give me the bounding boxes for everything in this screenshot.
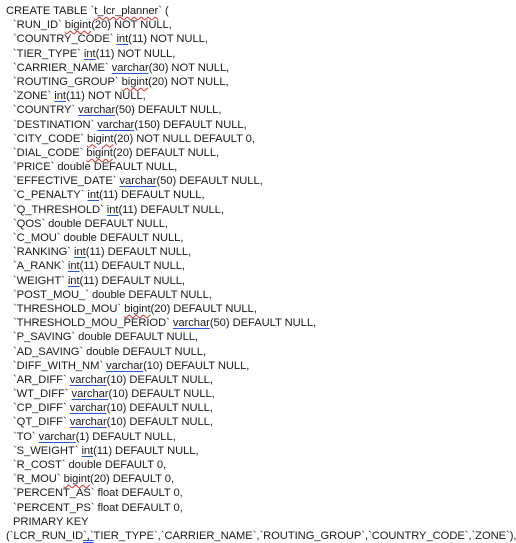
code-text: `DIFF_WITH_NM` bbox=[13, 359, 107, 372]
code-text: `C_MOU` double DEFAULT NULL, bbox=[13, 232, 184, 244]
code-line bbox=[6, 302, 474, 316]
code-text: `R_MOU` bbox=[13, 473, 64, 486]
code-text: (150) DEFAULT NULL, bbox=[134, 118, 247, 131]
code-line bbox=[6, 515, 474, 529]
code-text: `P_SAVING` double DEFAULT NULL, bbox=[13, 331, 198, 344]
code-line bbox=[6, 18, 474, 32]
code-text: `THRESHOLD_MOU_PERIOD` bbox=[13, 317, 173, 330]
code-text: `POST_MOU_` double DEFAULT NULL, bbox=[13, 288, 212, 301]
code-line bbox=[6, 174, 474, 188]
code-line bbox=[6, 288, 474, 302]
code-text: PRIMARY KEY bbox=[13, 515, 89, 528]
code-line bbox=[6, 103, 474, 117]
code-line bbox=[6, 188, 474, 202]
code-line bbox=[6, 160, 474, 174]
code-line bbox=[6, 231, 474, 245]
code-line bbox=[6, 118, 474, 132]
code-line bbox=[6, 486, 474, 500]
code-line bbox=[6, 415, 474, 429]
code-line bbox=[6, 61, 474, 75]
grammar-flagged-word: varchar bbox=[111, 61, 149, 74]
code-text: (30) NOT NULL, bbox=[148, 61, 230, 74]
code-text: (50) DEFAULT NULL, bbox=[209, 317, 317, 330]
code-line bbox=[6, 75, 474, 89]
code-text: (11) DEFAULT NULL, bbox=[93, 444, 199, 457]
code-line bbox=[6, 4, 474, 18]
code-text: (11) DEFAULT NULL, bbox=[99, 189, 205, 202]
code-text: `RUN_ID` bbox=[13, 19, 65, 32]
code-text: `DESTINATION` bbox=[13, 118, 98, 131]
code-line bbox=[6, 387, 474, 401]
code-line bbox=[6, 430, 474, 444]
code-text: `PERCENT_PS` float DEFAULT 0, bbox=[13, 501, 183, 514]
code-text: (`LCR_RUN_ID bbox=[6, 529, 84, 542]
code-line bbox=[6, 32, 474, 46]
code-text: `PERCENT_AS` float DEFAULT 0, bbox=[13, 487, 183, 500]
code-text: `WT_DIFF` bbox=[13, 388, 72, 401]
code-text: TIER_TYPE`,`CARRIER_NAME`,`ROUTING_GROUP`,`COUNTRY_CODE`,`ZONE`), bbox=[93, 529, 516, 542]
code-line bbox=[6, 472, 474, 486]
code-line bbox=[6, 345, 474, 359]
code-text: `R_COST` double DEFAULT 0, bbox=[13, 459, 167, 471]
grammar-flagged-word: varchar bbox=[172, 317, 210, 330]
code-text: (20) DEFAULT 0, bbox=[90, 473, 175, 486]
grammar-flagged-word: int bbox=[74, 246, 86, 259]
grammar-flagged-word: int bbox=[87, 189, 100, 202]
code-text: (11) DEFAULT NULL, bbox=[118, 203, 224, 216]
code-text: `COUNTRY` bbox=[13, 104, 79, 117]
grammar-flagged-word: int bbox=[106, 203, 119, 216]
code-text: `QOS` double DEFAULT NULL, bbox=[13, 217, 168, 230]
code-text: `Q_THRESHOLD` bbox=[13, 203, 107, 216]
code-text: (20) DEFAULT NULL, bbox=[112, 146, 220, 159]
grammar-flagged-word: varchar bbox=[38, 430, 76, 443]
code-text: (50) DEFAULT NULL, bbox=[115, 104, 222, 117]
code-line bbox=[6, 444, 474, 458]
code-text: `ROUTING_GROUP` bbox=[13, 75, 122, 88]
code-text: `EFFECTIVE_DATE` bbox=[13, 175, 120, 188]
grammar-flagged-word: int bbox=[116, 33, 129, 46]
code-line bbox=[6, 259, 474, 273]
grammar-flagged-word: varchar bbox=[69, 416, 107, 429]
code-text: `CP_DIFF` bbox=[13, 402, 70, 415]
code-text: (20) NOT NULL, bbox=[148, 75, 229, 88]
grammar-flagged-word: varchar bbox=[69, 373, 107, 386]
code-text: ` ( bbox=[158, 5, 169, 17]
grammar-flagged-word: varchar bbox=[97, 118, 135, 131]
spellcheck-flagged-word: bigint bbox=[87, 132, 114, 145]
grammar-flagged-word: varchar bbox=[69, 402, 107, 415]
code-text: `CITY_CODE` bbox=[13, 132, 87, 145]
code-text: `COUNTRY_CODE` bbox=[13, 33, 117, 46]
code-text: `QT_DIFF` bbox=[13, 416, 70, 429]
code-text: (11) NOT NULL, bbox=[95, 47, 176, 60]
spellcheck-flagged-word: bigint bbox=[64, 19, 92, 32]
grammar-flagged-word: int bbox=[67, 274, 80, 287]
code-text: (10) DEFAULT NULL, bbox=[106, 416, 213, 429]
grammar-flagged-word: int bbox=[81, 444, 94, 457]
code-line bbox=[6, 401, 474, 415]
spellcheck-flagged-word: bigint bbox=[124, 302, 151, 315]
code-text: (11) DEFAULT NULL, bbox=[85, 246, 192, 259]
code-line bbox=[6, 373, 474, 387]
grammar-flagged-word: int bbox=[54, 90, 66, 103]
code-text: `A_RANK` bbox=[13, 260, 68, 273]
code-text: (20) DEFAULT NULL, bbox=[150, 302, 257, 315]
code-text: `S_WEIGHT` bbox=[13, 444, 82, 457]
grammar-flagged-word: varchar bbox=[78, 104, 116, 117]
code-text: (11) DEFAULT NULL, bbox=[79, 274, 185, 287]
code-line bbox=[6, 132, 474, 146]
code-text: (10) DEFAULT NULL, bbox=[106, 373, 213, 386]
code-line bbox=[6, 47, 474, 61]
code-text: (20) NOT NULL DEFAULT 0, bbox=[113, 132, 255, 145]
grammar-flagged-punctuation: `,` bbox=[83, 529, 94, 542]
code-text: (50) DEFAULT NULL, bbox=[156, 175, 263, 188]
spellcheck-flagged-word: bigint bbox=[86, 146, 113, 159]
code-text: `TIER_TYPE` bbox=[13, 47, 84, 60]
code-text: (11) DEFAULT NULL, bbox=[79, 260, 185, 273]
code-text: (1) DEFAULT NULL, bbox=[75, 430, 176, 443]
code-line bbox=[6, 89, 474, 103]
code-text: `WEIGHT` bbox=[13, 274, 68, 287]
code-text: (11) NOT NULL, bbox=[65, 90, 146, 103]
code-text: (10) DEFAULT NULL, bbox=[143, 359, 250, 372]
spellcheck-flagged-word: bigint bbox=[121, 75, 149, 88]
grammar-flagged-word: varchar bbox=[106, 359, 144, 372]
code-line bbox=[6, 359, 474, 373]
code-text: (10) DEFAULT NULL, bbox=[106, 402, 213, 415]
code-line bbox=[6, 458, 474, 472]
grammar-flagged-word: varchar bbox=[71, 388, 109, 401]
code-text: `AD_SAVING` double DEFAULT NULL, bbox=[13, 345, 207, 358]
code-text: `THRESHOLD_MOU` bbox=[13, 302, 125, 315]
code-text: (11) NOT NULL, bbox=[128, 33, 208, 46]
code-text: `AR_DIFF` bbox=[13, 373, 70, 386]
spellcheck-flagged-word: bigint bbox=[63, 473, 91, 486]
code-line bbox=[6, 245, 474, 259]
code-line bbox=[6, 529, 516, 543]
grammar-flagged-word: varchar bbox=[119, 175, 157, 188]
code-text: `CARRIER_NAME` bbox=[13, 61, 112, 74]
code-line bbox=[6, 217, 474, 231]
code-text: `PRICE` double DEFAULT NULL, bbox=[13, 161, 178, 174]
code-line bbox=[6, 274, 474, 288]
code-text: `TO` bbox=[13, 430, 39, 443]
code-text: (10) DEFAULT NULL, bbox=[108, 388, 215, 401]
code-text: `ZONE` bbox=[13, 90, 55, 103]
code-line bbox=[6, 203, 474, 217]
code-text: `RANKING` bbox=[13, 246, 75, 259]
code-text: (20) NOT NULL, bbox=[91, 19, 172, 32]
code-line bbox=[6, 330, 474, 344]
code-line bbox=[6, 316, 474, 330]
grammar-flagged-word: int bbox=[67, 260, 80, 273]
code-text: `C_PENALTY` bbox=[13, 189, 88, 202]
code-line bbox=[6, 146, 474, 160]
grammar-flagged-word: int bbox=[83, 47, 96, 60]
spellcheck-flagged-word: t_lcr_planner bbox=[94, 5, 159, 17]
code-text: CREATE TABLE ` bbox=[6, 5, 95, 17]
code-line bbox=[6, 501, 474, 515]
code-text: `DIAL_CODE` bbox=[13, 146, 87, 159]
